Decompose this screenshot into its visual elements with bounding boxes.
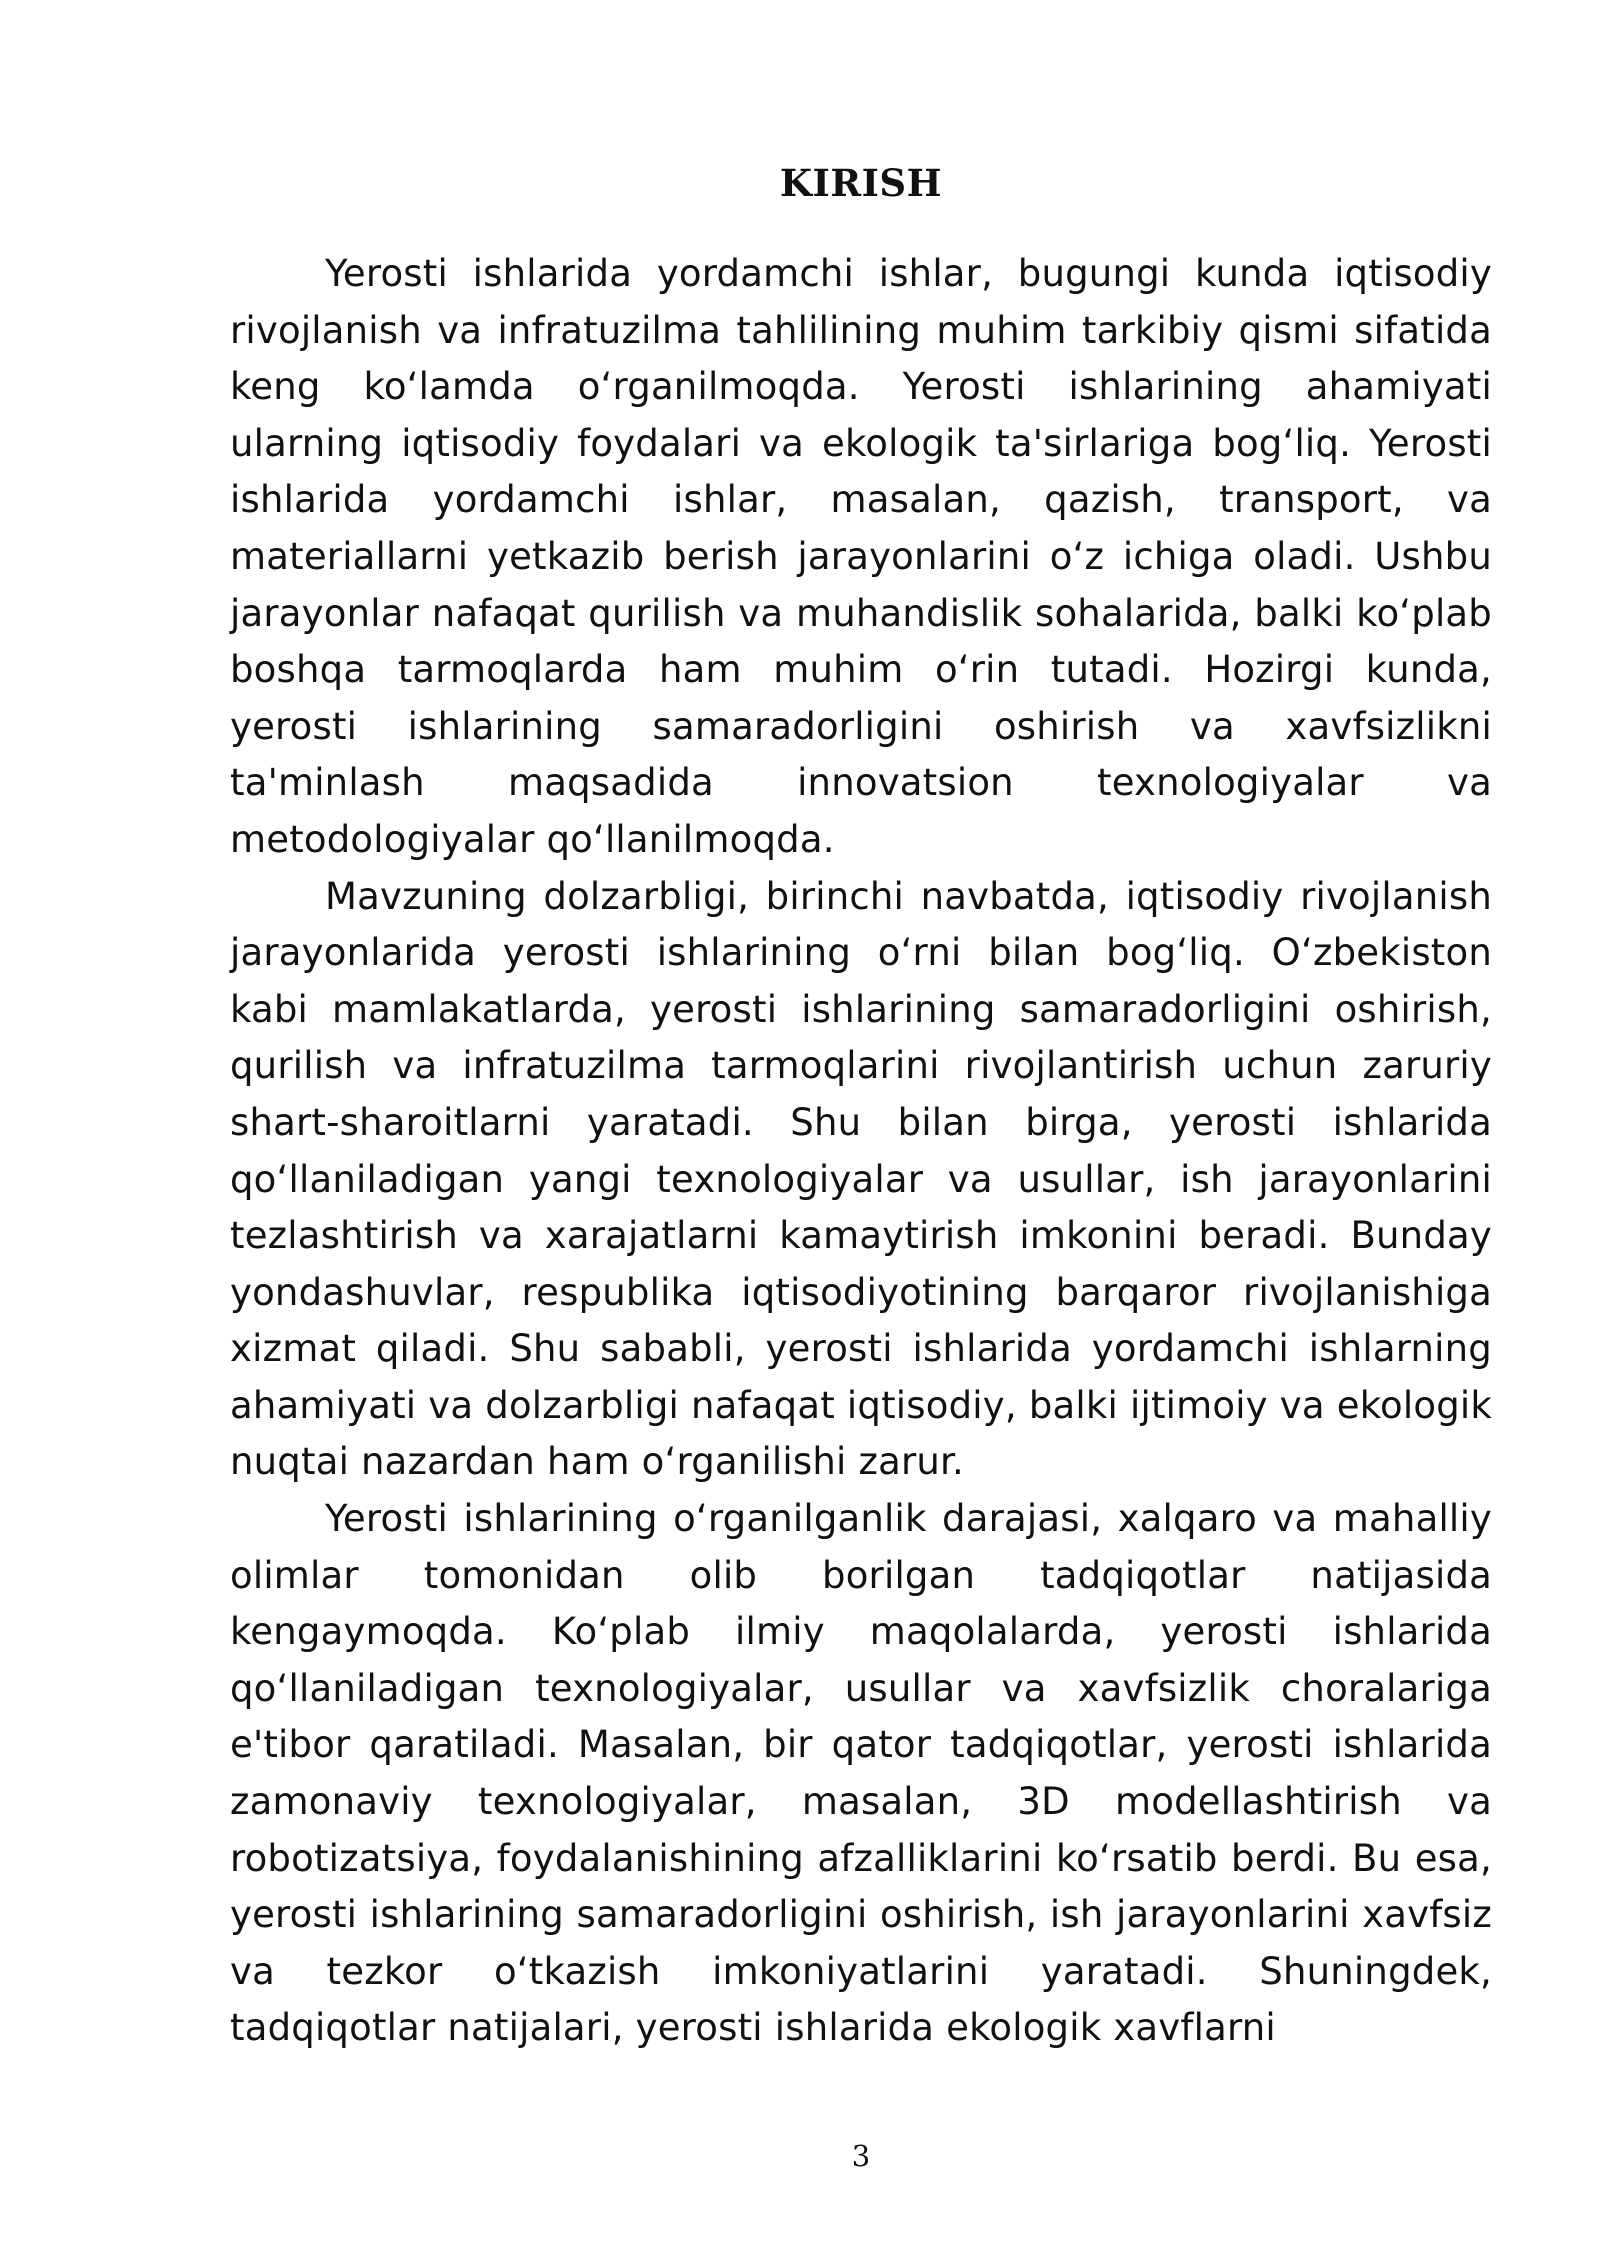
paragraph: Yerosti ishlarida yordamchi ishlar, bugungi kunda iqtisodiy rivojlanish va infratuzilma tahlilining muhim tarkibiy qismi sifatida keng koʻlamda oʻrganilmoqda. Yerosti ishlarining ahamiyati ularning iqtisodiy foydalari va ekologik ta'sirlariga bogʻliq. Yerosti ishlarida yordamchi ishlar, masalan, qazish, transport, va materiallarni yetkazib berish jarayonlarini oʻz ichiga oladi. Ushbu jarayonlar nafaqat qurilish va muhandislik sohalarida, balki koʻplab boshqa tarmoqlarda ham muhim oʻrin tutadi. Hozirgi kunda, yerosti ishlarining samaradorligini oshirish va xavfsizlikni ta'minlash maqsadida innovatsion texnologiyalar va metodologiyalar qoʻllanilmoqda. — [230, 252, 1492, 861]
page-number: 3 — [851, 2139, 871, 2173]
paragraph: Yerosti ishlarining oʻrganilganlik darajasi, xalqaro va mahalliy olimlar tomonidan olib borilgan tadqiqotlar natijasida kengaymoqda. Koʻplab ilmiy maqolalarda, yerosti ishlarida qoʻllaniladigan texnologiyalar, usullar va xavfsizlik choralariga e'tibor qaratiladi. Masalan, bir qator tadqiqotlar, yerosti ishlarida zamonaviy texnologiyalar, masalan, 3D modellashtirish va robotizatsiya, foydalanishining afzalliklarini koʻrsatib berdi. Bu esa, yerosti ishlarining samaradorligini oshirish, ish jarayonlarini xavfsiz va tezkor oʻtkazish imkoniyatlarini yaratadi. Shuningdek, tadqiqotlar natijalari, yerosti ishlarida ekologik xavflarni — [230, 1497, 1492, 2050]
body-text — [230, 246, 1492, 2057]
section-title: KIRISH — [779, 161, 943, 205]
paragraph: Mavzuning dolzarbligi, birinchi navbatda, iqtisodiy rivojlanish jarayonlarida yerosti ishlarining oʻrni bilan bogʻliq. Oʻzbekiston kabi mamlakatlarda, yerosti ishlarining samaradorligini oshirish, qurilish va infratuzilma tarmoqlarini rivojlantirish uchun zaruriy shart-sharoitlarni yaratadi. Shu bilan birga, yerosti ishlarida qoʻllaniladigan yangi texnologiyalar va usullar, ish jarayonlarini tezlashtirish va xarajatlarni kamaytirish imkonini beradi. Bunday yondashuvlar, respublika iqtisodiyotining barqaror rivojlanishiga xizmat qiladi. Shu sababli, yerosti ishlarida yordamchi ishlarning ahamiyati va dolzarbligi nafaqat iqtisodiy, balki ijtimoiy va ekologik nuqtai nazardan ham oʻrganilishi zarur. — [230, 874, 1492, 1484]
